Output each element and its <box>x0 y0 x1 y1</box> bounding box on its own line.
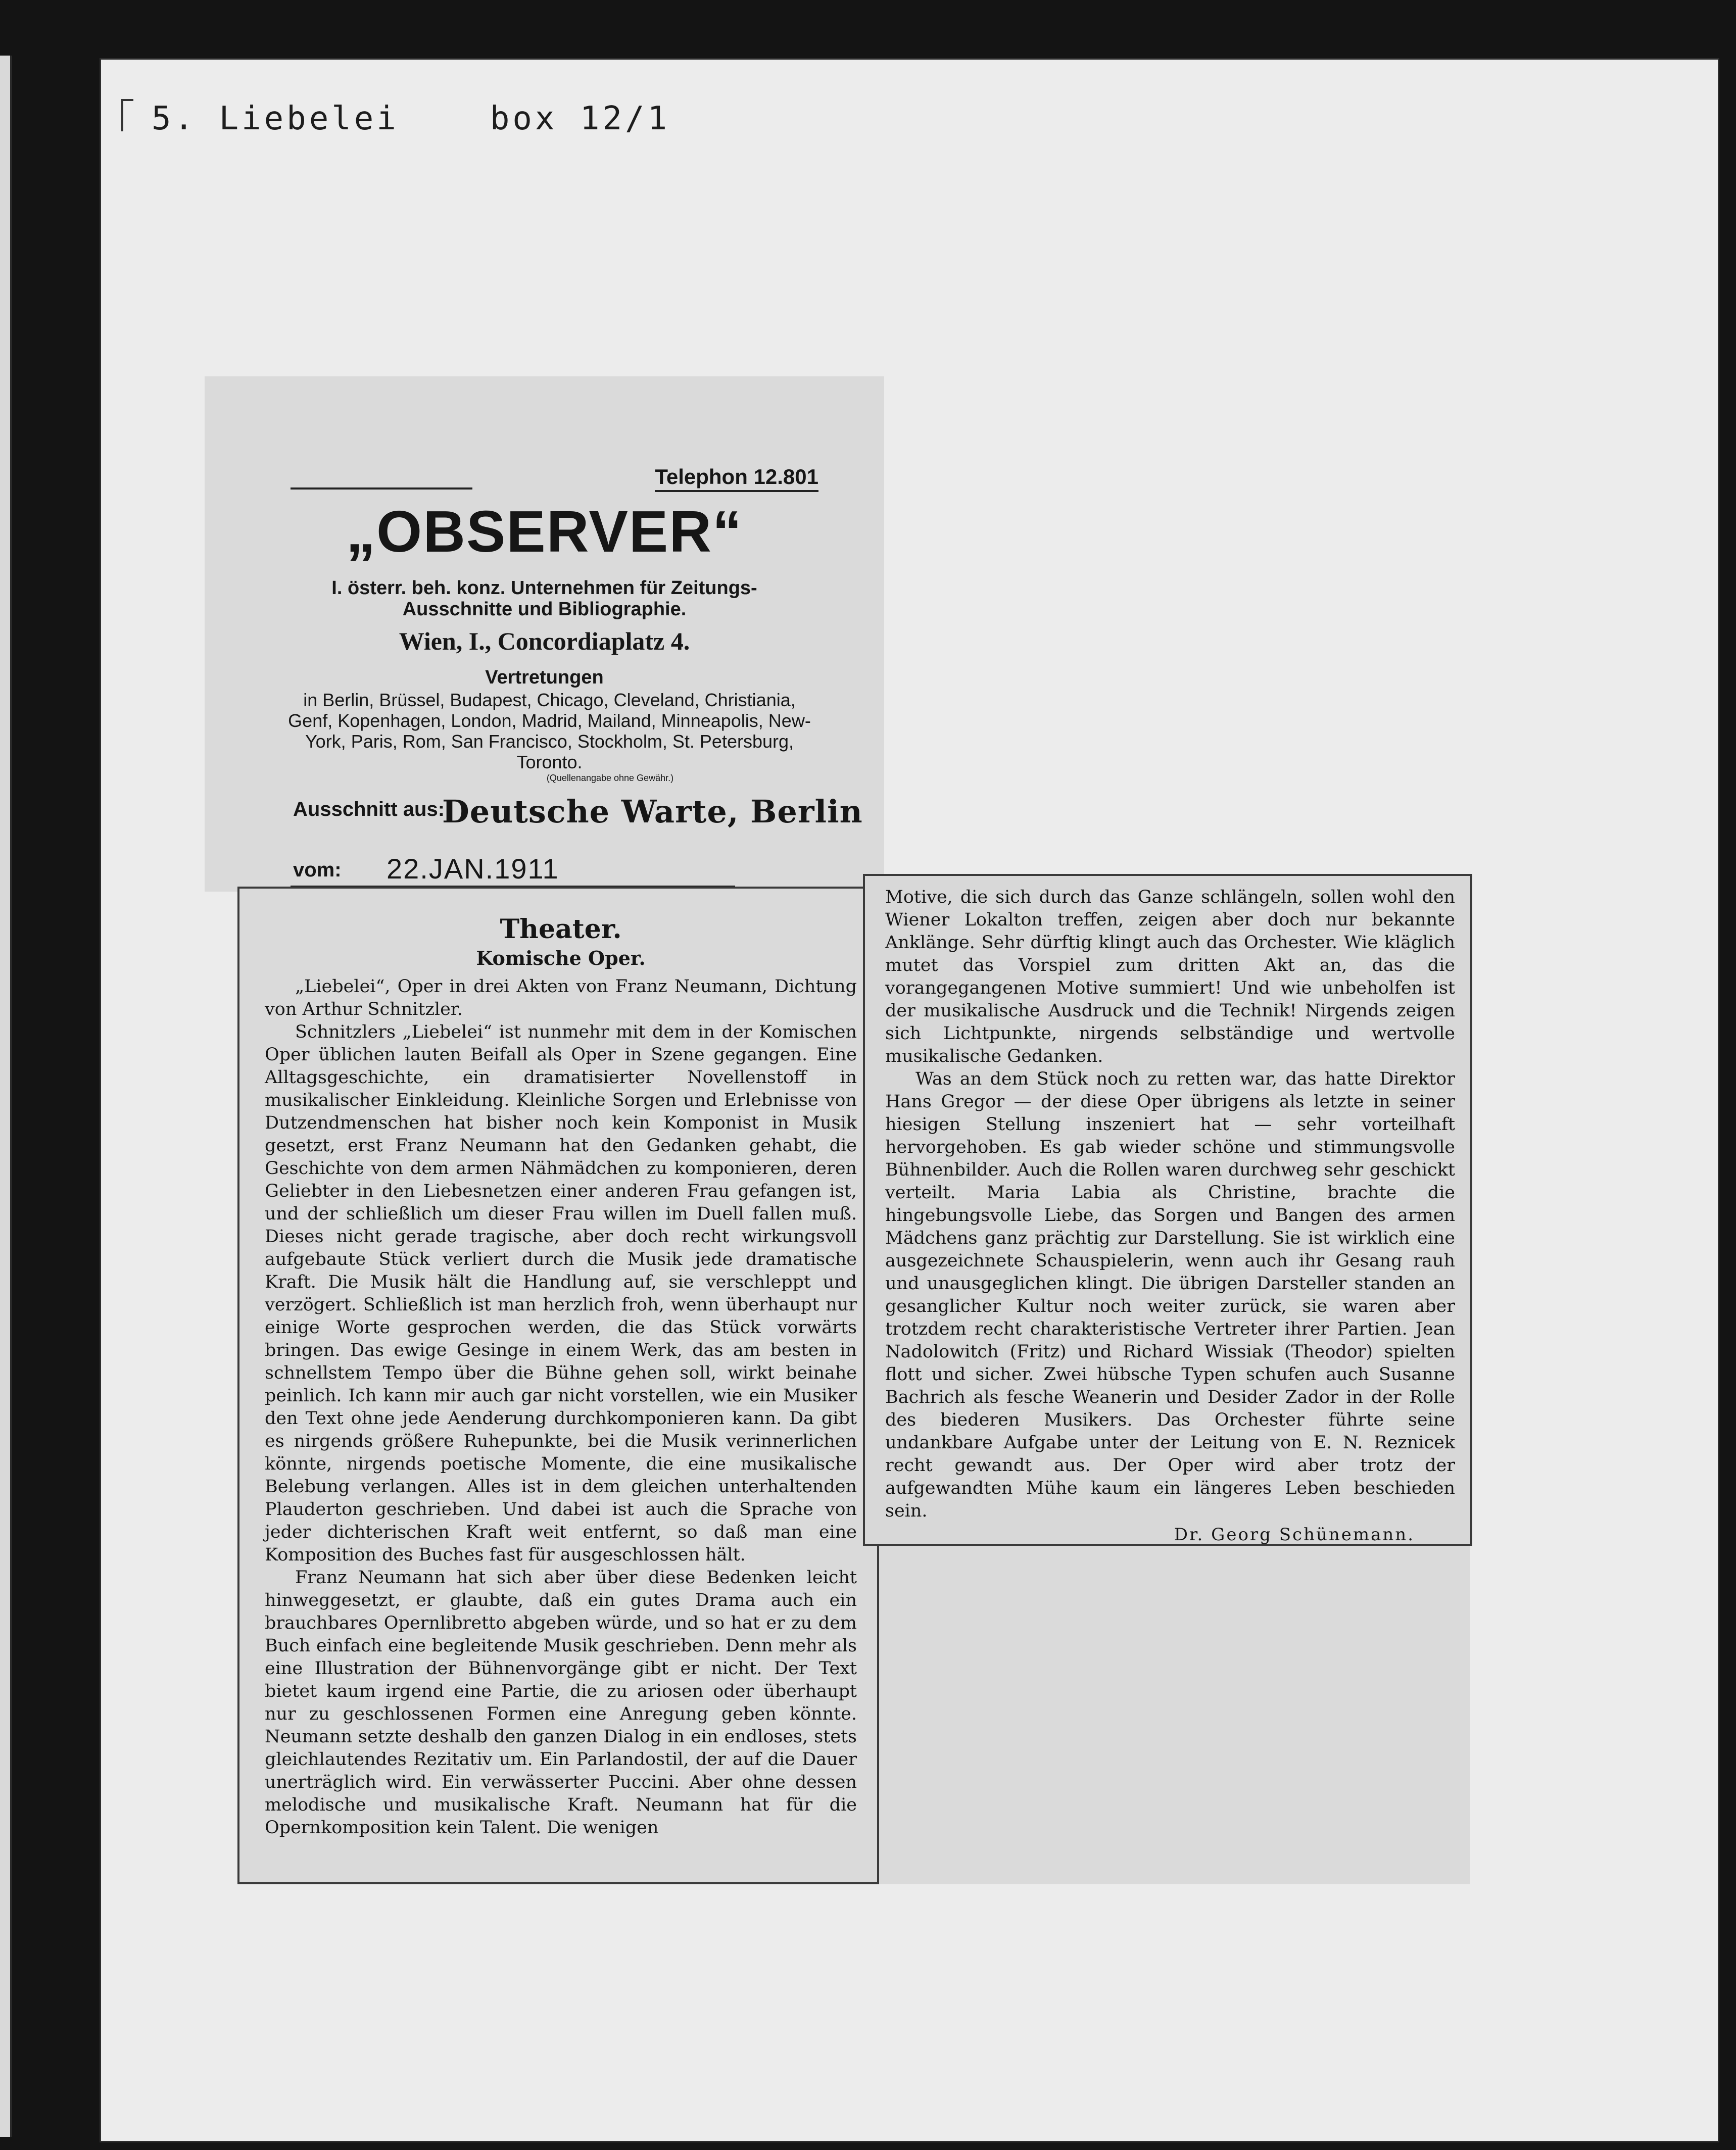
observer-title: „OBSERVER“ <box>346 499 743 564</box>
article-paragraph: Motive, die sich durch das Ganze schlängeln, sollen wohl den Wiener Lokalton treffen, zeigen aber doch nur bekannte Anklänge. Sehr dürftig klingt auch das Orchester. Wie kläglich mutet das Vorspiel zum dritten Akt an, das die vorangegangenen Motive summiert! Und wie unbeholfen ist der musikalische Ausdruck und die Technik! Nirgends zeigen sich Lichtpunkte, nirgends selbständige und wertvolle musikalische Gedanken. <box>885 887 1455 1066</box>
folder-label: 5. Liebelei <box>152 100 399 137</box>
article-paragraph: Was an dem Stück noch zu retten war, das hatte Direktor Hans Gregor — der diese Oper übrigens als letzte in seiner hiesigen Stellung inszeniert hat — sehr vorteilhaft hervorgehoben. Es gab wieder schöne und stimmungsvolle Bühnenbilder. Auch die Rollen waren durchweg sehr geschickt verteilt. Maria Labia als Christine, brachte die hingebungsvolle Liebe, das Sorgen und Bangen des armen Mädchens ganz prächtig zur Darstellung. Sie ist wirklich eine ausgezeichnete Schauspielerin, wenn auch ihr Gesang rauh und unausgeglichen klingt. Die übrigen Darsteller standen an gesanglicher Kultur noch weiter zurück, sie waren aber trotzdem recht charakteristische Vertreter ihrer Partien. Jean Nadolowitch (Fritz) und Richard Wissiak (Theodor) spielten flott und sicher. Zwei hübsche Typen schufen auch Susanne Bachrich als fesche Weanerin und Desider Zador in der Rolle des biederen Musikers. Das Orchester führte seine undankbare Aufgabe unter der Leitung von E. N. Reznicek recht gewandt aus. Der Oper wird aber trotz der aufgewandten Mühe kaum ein längeres Leben beschieden sein. <box>885 1069 1455 1521</box>
vertretungen-heading: Vertretungen <box>485 667 604 688</box>
vom-label: vom: <box>293 859 342 881</box>
telephone-number: Telephon 12.801 <box>655 465 818 492</box>
card-rule <box>291 487 472 490</box>
article-column-left <box>237 887 879 1884</box>
disclaimer: (Quellenangabe ohne Gewähr.) <box>546 773 674 783</box>
newspaper-article <box>237 887 1470 1884</box>
adjacent-page-edge <box>0 56 12 2137</box>
ausschnitt-label: Ausschnitt aus: <box>293 798 445 820</box>
observer-clipping-card <box>205 376 884 892</box>
page-header <box>152 100 670 137</box>
article-paragraph: Schnitzlers „Liebelei“ ist nunmehr mit dem in der Komischen Oper üblichen lauten Beifall als Oper in Szene gegangen. Eine Alltagsgeschichte, ein dramatisierter Novellenstoff in musikalischer Einkleidung. Kleinliche Sorgen und Erlebnisse von Dutzendmenschen hat bisher noch kein Komponist in Musik gesetzt, erst Franz Neumann hat den Gedanken gehabt, die Geschichte von dem armen Nähmädchen zu komponieren, deren Geliebter in den Liebesnetzen einer anderen Frau gefangen ist, und der schließlich um dieser Frau willen im Duell fallen muß. Dieses nicht gerade tragische, aber doch recht wirkungsvoll aufgebaute Stück verliert durch die Musik jede dramatische Kraft. Die Musik hält die Handlung auf, sie verschleppt und verzögert. Schließlich ist man herzlich froh, wenn überhaupt nur einige Worte gesprochen werden, die das Stück vorwärts bringen. Das ewige Gesinge in einem Werk, das am besten in schnellstem Tempo über die Bühne gehen soll, wirkt beinahe peinlich. Ich kann mir auch gar nicht vorstellen, wie ein Musiker den Text ohne jede Aenderung durchkomponieren kann. Da gibt es nirgends größere Ruhepunkte, bei die Musik verinnerlichen könnte, nirgends poetische Momente, die eine musikalische Belebung verlangen. Alles ist in dem gleichen unterhaltenden Plauderton geschrieben. Und dabei ist auch die Sprache von jeder dichterischen Kraft weit entfernt, so daß man eine Komposition des Buches fast für ausgeschlossen hält. <box>265 1022 857 1565</box>
box-label: box 12/1 <box>490 100 670 137</box>
date-stamp: 22.JAN.1911 <box>387 853 559 885</box>
article-column-right <box>863 874 1472 1546</box>
city-list: in Berlin, Brüssel, Budapest, Chicago, Cleveland, Christiania, Genf, Kopenhagen, London, Madrid, Mailand, Minneapolis, New-York, Paris, Rom, San Francisco, Stockholm, St. Petersburg, Toronto. <box>288 690 811 772</box>
header-bracket <box>121 99 133 131</box>
article-heading: Theater. <box>500 914 622 945</box>
article-intro: „Liebelei“, Oper in drei Akten von Franz Neumann, Dichtung von Arthur Schnitzler. <box>265 976 857 1019</box>
article-subheading: Komische Oper. <box>476 947 646 969</box>
company-address: Wien, I., Concordiaplatz 4. <box>399 627 690 655</box>
company-description-line2: Ausschnitte und Bibliographie. <box>402 599 687 620</box>
source-stamp: Deutsche Warte, Berlin <box>442 793 863 830</box>
company-description-line1: I. österr. beh. konz. Unternehmen für Zeitungs- <box>331 577 757 599</box>
article-paragraph: Franz Neumann hat sich aber über diese Bedenken leicht hinweggesetzt, er glaubte, daß ein gutes Drama auch ein brauchbares Opernlibretto abgeben würde, und so hat er zu dem Buch einfach eine begleitende Musik geschrieben. Denn mehr als eine Illustration der Bühnenvorgänge gibt er nicht. Der Text bietet kaum irgend eine Partie, die zu ariosen oder überhaupt nur zu geschlossenen Formen eine Anregung geben könnte. Neumann setzte deshalb den ganzen Dialog in ein endloses, stets gleichlautendes Rezitativ um. Ein Parlandostil, der auf die Dauer unerträglich wird. Ein verwässerter Puccini. Aber ohne dessen melodische und musikalische Kraft. Neumann hat für die Opernkomposition kein Talent. Die wenigen <box>265 1568 857 1838</box>
article-signature: Dr. Georg Schünemann. <box>1174 1525 1415 1545</box>
